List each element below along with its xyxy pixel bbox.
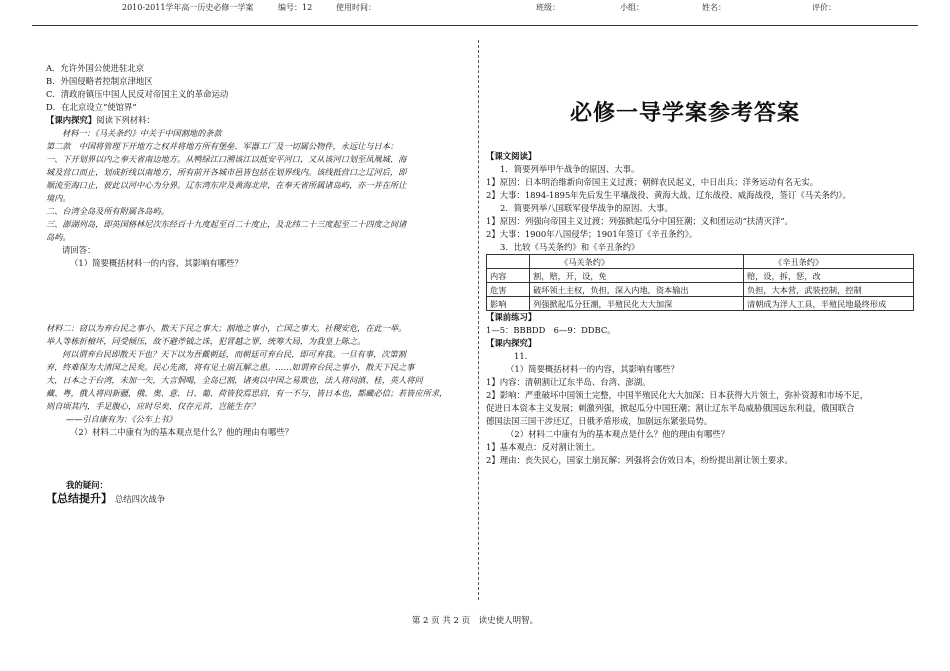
- preclass-heading: 【课前练习】: [486, 312, 537, 322]
- material1-line: 三、澎湖列岛，即英国格林尼次东经百十九度起至百二十度止，及北纬二十三度起至二十四度之间诸: [46, 219, 407, 229]
- option-c: C．清政府镇压中国人民反对帝国主义的革命运动: [46, 89, 229, 99]
- material2-line: 何以谓弃台民即散天下也？天下以为吾戴朝廷，而朝廷可弃台民，即可弃我。一旦有事，次第割: [62, 349, 406, 359]
- time-label: 使用时间：: [336, 3, 376, 12]
- table-cell: 危害: [487, 283, 530, 297]
- course-label: 2010-2011学年高一历史必修一学案: [122, 3, 254, 12]
- question-number: 11.: [514, 351, 528, 361]
- answer-1-impact: 促进日本资本主义发展；刺激列强，掀起瓜分中国狂潮；割让辽东半岛威胁俄国远东利益，俄国联合: [486, 403, 855, 413]
- material2-line: 藏、粤，俄人将问新疆，俄、奥、意、日、葡、荷皆狡焉思启，有一不与，皆日本也，都藏必信；若皆应所求，: [46, 388, 448, 398]
- group-label: 小组：: [620, 3, 644, 12]
- inclass-heading: 【课内探究】: [486, 338, 537, 348]
- answer-2-reason: 2】理由：丧失民心，国家土崩瓦解；列强将会仿效日本，纷纷提出割让领土要求。: [486, 455, 793, 465]
- table-cell: [487, 255, 530, 269]
- item-2: 2．简要列举八国联军侵华战争的原因、大事。: [500, 203, 673, 213]
- grade-label: 评价：: [812, 3, 836, 12]
- column-divider: [478, 40, 479, 600]
- question-1: （1）简要概括材料一的内容，其影响有哪些？: [70, 258, 243, 268]
- citation: ——引自康有为：《公车上书》: [66, 414, 177, 424]
- material1-line: 顺流至海口止，彼此以河中心为分界。辽东湾东岸及黄海北岸，在奉天省所属诸岛屿，亦一并在所让: [46, 180, 407, 190]
- item-1-answer: 1】原因：日本明治维新向帝国主义过渡；朝鲜农民起义，中日出兵；洋务运动有名无实。: [486, 177, 818, 187]
- table-cell: 赔，设，拆，惩，改: [744, 269, 914, 283]
- answer-space-1: [46, 270, 466, 322]
- material2-line: 则自顷其内，手足腹心，应时尽矣，仅存元首，岂能生存？: [46, 401, 259, 411]
- item-1: 1．简要列举甲午战争的原因、大事。: [500, 164, 640, 174]
- material1-title: 材料一：《马关条约》中关于中国割地的条款: [62, 128, 222, 138]
- item-3: 3．比较《马关条约》和《辛丑条约》: [500, 242, 640, 252]
- table-cell: 列强掀起瓜分狂潮，半殖民化大大加深: [530, 297, 744, 311]
- material1-line: 城及营口而止，划成折线以南地方，所有前开各城市邑皆包括在划界线内。该线抵营口之辽河后，即: [46, 167, 407, 177]
- option-d: D．在北京设立“使馆界”: [46, 102, 137, 112]
- material1-line: 二、台湾全岛及所有附属各岛屿。: [46, 206, 169, 216]
- material1-line: 第二款 中国将管理下开地方之权并将地方所有堡垒、军器工厂及一切属公物件，永远让与日本：: [46, 141, 399, 151]
- page-footer: 第 2 页 共 2 页 读史使人明智。: [411, 616, 539, 626]
- table-cell: 割，赔，开，设，免: [530, 269, 744, 283]
- table-row: [487, 255, 914, 269]
- inclass-heading: [46, 114, 466, 127]
- summary-text: 总结四次战争: [114, 494, 166, 504]
- answer-question-1: （1）简要概括材料一的内容，其影响有哪些？: [506, 364, 679, 374]
- preclass-answers: 1—5：BBBDD 6—9：DDBC。: [486, 325, 616, 335]
- answer-question-2: （2）材料二中康有为的基本观点是什么？他的理由有哪些？: [506, 429, 730, 439]
- answer-2-view: 1】基本观点：反对割让领土。: [486, 442, 601, 452]
- table-cell: 清朝成为洋人工具，半殖民地最终形成: [744, 297, 914, 311]
- table-row: [487, 269, 914, 283]
- item-1-answer: 2】大事：1894-1895年先后发生平壤战役、黄海大战、辽东战役、威海战役，签订《马关条约》。: [486, 190, 851, 200]
- table-header: 《马关条约》: [530, 255, 744, 269]
- inclass-intro: 阅读下列材料：: [96, 115, 155, 125]
- comparison-table: [486, 254, 914, 311]
- inclass-title: 【课内探究】: [46, 115, 97, 125]
- option-a: A．允许外国公使进驻北京: [46, 63, 145, 73]
- answer-prompt: 请回答：: [62, 245, 96, 255]
- material2-line: 举人等栋折榱坏，同受倾压，故不避斧钺之诛，犯冒越之罪，统筹大局，为我皇上陈之。: [46, 336, 366, 346]
- table-row: [487, 297, 914, 311]
- answer-1-impact: 2】影响：严重破坏中国领土完整，中国半殖民化大大加深；日本获得大片领土，弥补资源和市场不足，: [486, 390, 869, 400]
- class-label: 班级：: [536, 3, 560, 12]
- doubt-label: 我的疑问：: [66, 480, 108, 490]
- material1-line: 岛屿。: [46, 232, 71, 242]
- answer-title: 必修一导学案参考答案: [569, 101, 800, 126]
- header-rule: [32, 25, 918, 26]
- page-header: [0, 0, 950, 16]
- material1-line: 境内。: [46, 193, 71, 203]
- option-b: B．外国侵略者控制京津地区: [46, 76, 153, 86]
- text-reading-heading: 【课文阅读】: [486, 151, 537, 161]
- right-column: [486, 150, 916, 467]
- number-label: 编号：12: [278, 3, 313, 12]
- table-header: 《辛丑条约》: [744, 255, 914, 269]
- left-column: [46, 62, 466, 506]
- answer-1-content: 1】内容：清朝割让辽东半岛、台湾、澎湖。: [486, 377, 651, 387]
- item-2-answer: 1】原因：列强向帝国主义过渡；列强掀起瓜分中国狂潮；义和团运动“扶清灭洋”。: [486, 216, 794, 226]
- table-row: [487, 283, 914, 297]
- item-2-answer: 2】大事：1900年八国侵华；1901年签订《辛丑条约》。: [486, 229, 698, 239]
- table-cell: 负担，大本营，武装控制，控制: [744, 283, 914, 297]
- table-cell: 影响: [487, 297, 530, 311]
- summary-line: [46, 492, 466, 506]
- answer-space-2: [46, 439, 466, 479]
- material2-line: 大，日本之于台湾，未加一矢，大言恫喝，全岛已割，诸夷以中国之易欺也，法人将问滇、桂，英人将问: [46, 375, 423, 385]
- summary-title: 【总结提升】: [46, 492, 107, 505]
- name-label: 姓名：: [702, 3, 726, 12]
- answer-1-impact: 德国法国三国干涉还辽，日俄矛盾形成，加剧远东紧张局势。: [486, 416, 713, 426]
- material2-line: 弃，终难保为大清国之民矣。民心先离，将有见土崩瓦解之患。……如谓弃台民之事小，散天下民之事: [46, 362, 415, 372]
- table-cell: 破坏领土主权，负担，深入内地，资本输出: [530, 283, 744, 297]
- table-cell: 内容: [487, 269, 530, 283]
- material1-line: 一、下开划界以内之奉天省南边地方。从鸭绿江口溯该江以抵安平河口，又从该河口划至凤凰城、海: [46, 154, 407, 164]
- question-2: （2）材料二中康有为的基本观点是什么？他的理由有哪些？: [70, 427, 294, 437]
- material2-line: 材料二：窃以为弃台民之事小，散天下民之事大；割地之事小，亡国之事大。社稷安危，在此一举。: [46, 323, 407, 333]
